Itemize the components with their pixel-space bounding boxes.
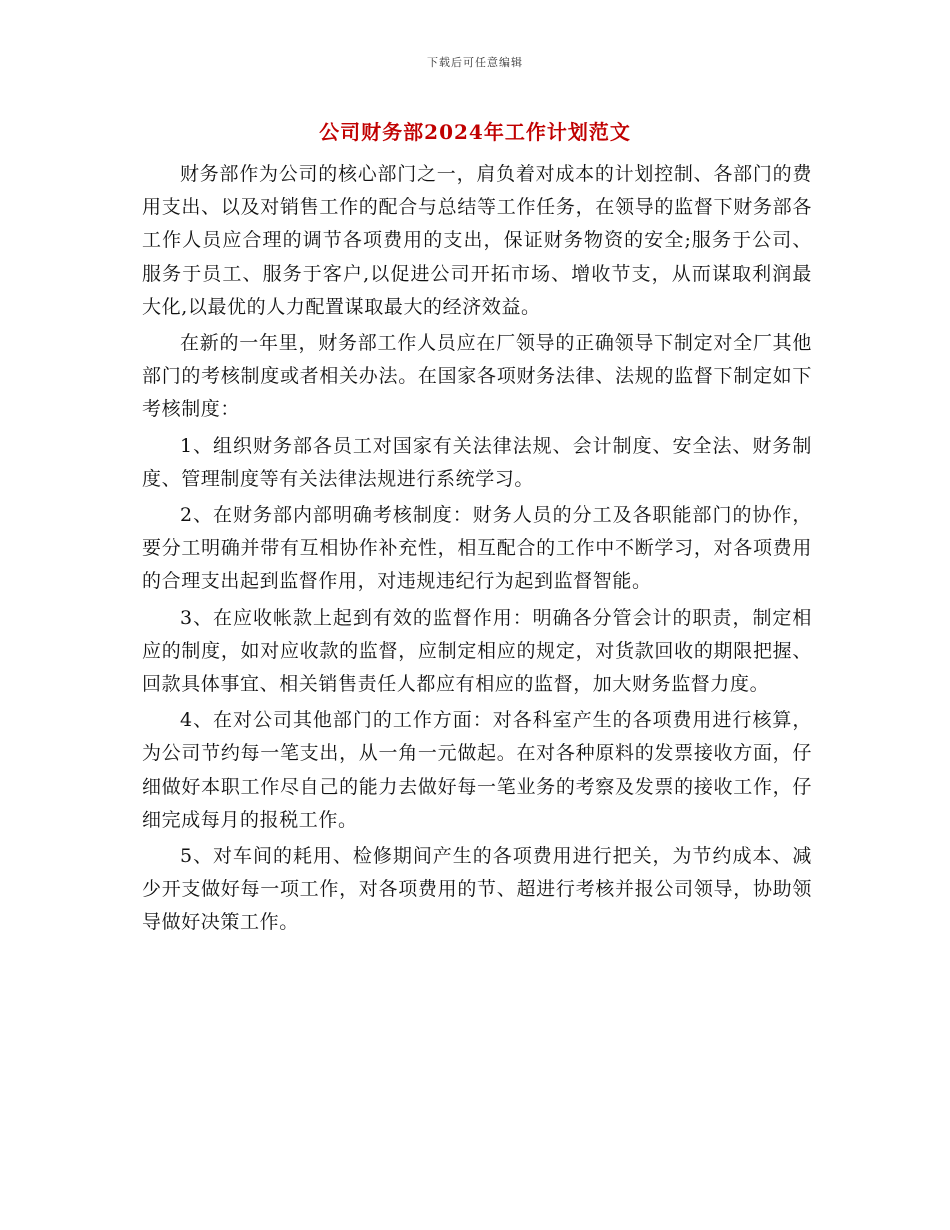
paragraph-item-2: 2、在财务部内部明确考核制度：财务人员的分工及各职能部门的协作，要分工明确并带有互相协作补充性，相互配合的工作中不断学习，对各项费用的合理支出起到监督作用，对违规违纪行为起到监督智能。	[142, 504, 812, 593]
document-title: 公司财务部2024年工作计划范文	[319, 120, 631, 144]
header-note: 下载后可任意编辑	[427, 56, 523, 69]
paragraph-new-year: 在新的一年里，财务部工作人员应在厂领导的正确领导下制定对全厂其他部门的考核制度或者相关办法。在国家各项财务法律、法规的监督下制定如下考核制度：	[142, 332, 812, 421]
paragraph-item-5: 5、对车间的耗用、检修期间产生的各项费用进行把关，为节约成本、减少开支做好每一项工作，对各项费用的节、超进行考核并报公司领导，协助领导做好决策工作。	[142, 845, 812, 934]
paragraph-item-4: 4、在对公司其他部门的工作方面：对各科室产生的各项费用进行核算，为公司节约每一笔支出，从一角一元做起。在对各种原料的发票接收方面，仔细做好本职工作尽自己的能力去做好每一笔业务的考察及发票的接收工作，仔细完成每月的报税工作。	[142, 709, 812, 831]
paragraph-item-3: 3、在应收帐款上起到有效的监督作用：明确各分管会计的职责，制定相应的制度，如对应收款的监督，应制定相应的规定，对货款回收的期限把握、回款具体事宜、相关销售责任人都应有相应的监督，加大财务监督力度。	[142, 606, 812, 696]
document-body	[142, 158, 812, 943]
paragraph-item-1: 1、组织财务部各员工对国家有关法律法规、会计制度、安全法、财务制度、管理制度等有关法律法规进行系统学习。	[142, 434, 812, 490]
paragraph-intro: 财务部作为公司的核心部门之一，肩负着对成本的计划控制、各部门的费用支出、以及对销售工作的配合与总结等工作任务，在领导的监督下财务部各工作人员应合理的调节各项费用的支出，保证财务物资的安全;服务于公司、服务于员工、服务于客户,以促进公司开拓市场、增收节支，从而谋取利润最大化,以最优的人力配置谋取最大的经济效益。	[142, 163, 812, 318]
